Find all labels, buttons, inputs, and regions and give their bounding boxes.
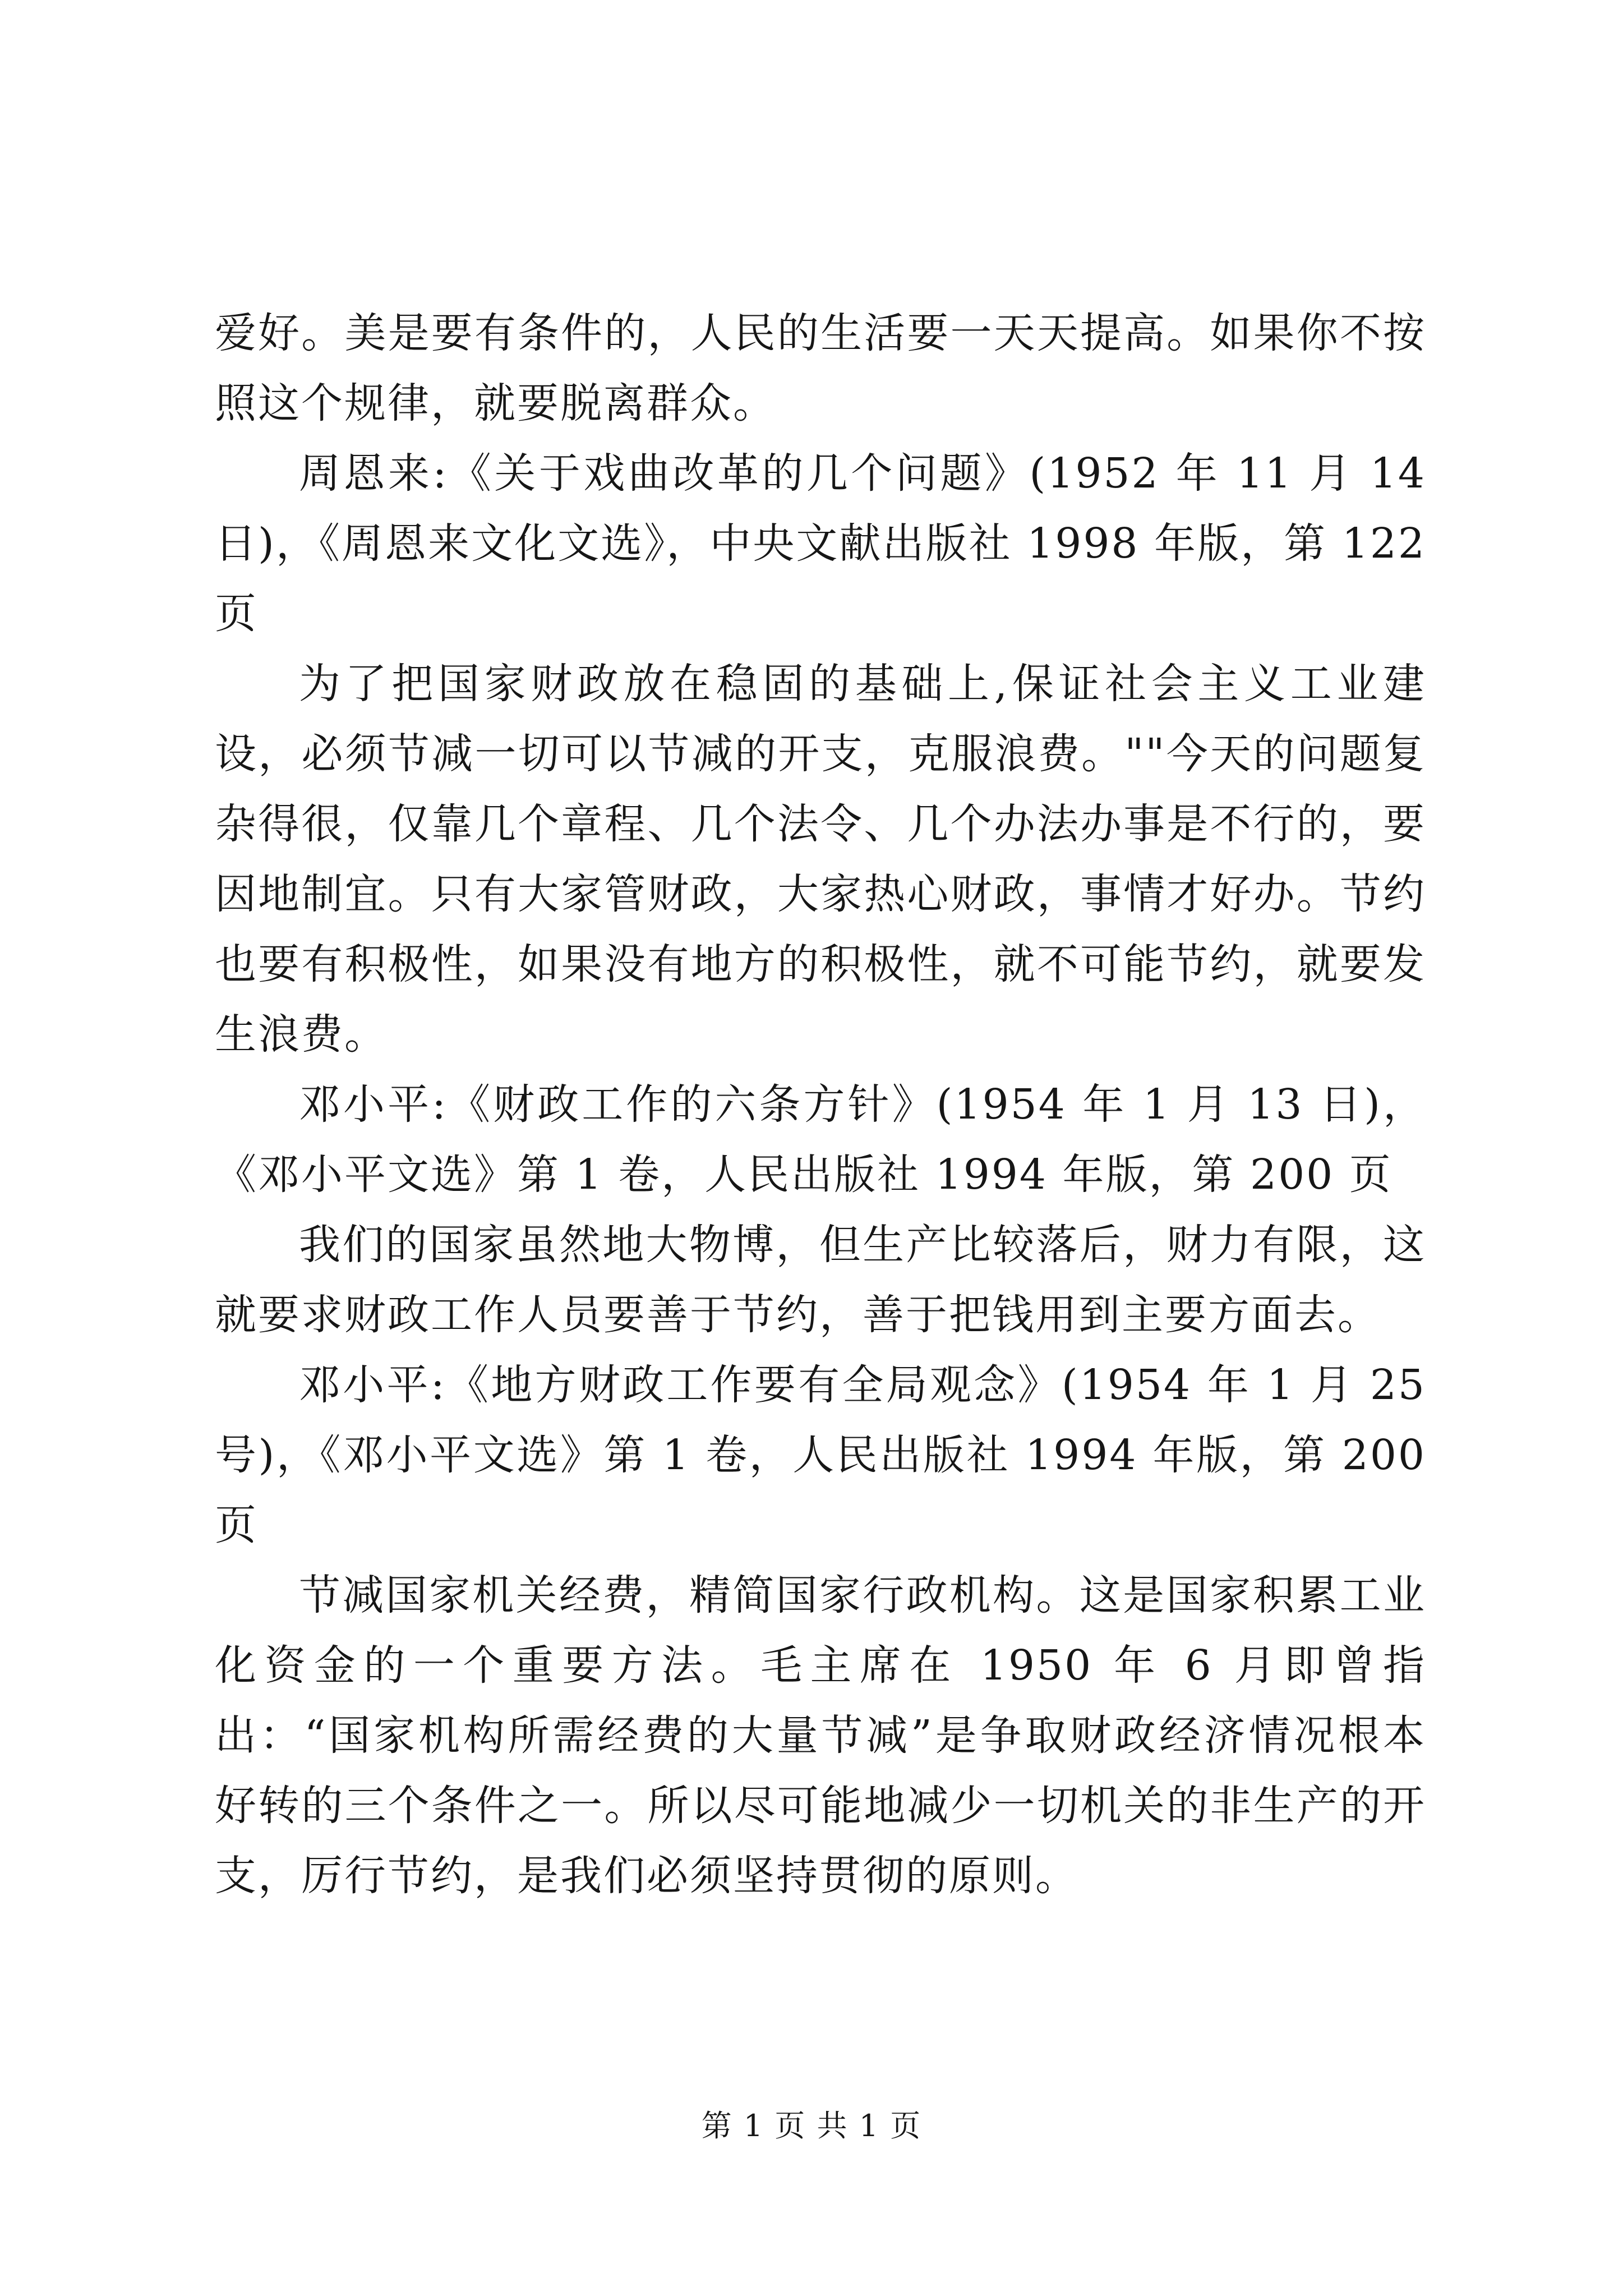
paragraph-fiscal-savings: 为了把国家财政放在稳固的基础上,保证社会主义工业建设，必须节减一切可以节减的开支，克服浪费。""今天的问题复杂得很，仅靠几个章程、几个法令、几个办法办事是不行的，要因地制宜。只有大家管财政，大家热心财政，事情才好办。节约也要有积极性，如果没有地方的积极性，就不可能节约，就要发生浪费。 (215, 660, 1426, 1059)
citation-deng-xiaoping-local-finance: 邓小平:《地方财政工作要有全局观念》(1954 年 1 月 25 号)，《邓小平文选》第 1 卷，人民出版社 1994 年版，第 200 页 (215, 1361, 1426, 1549)
paragraph-continuation: 爱好。美是要有条件的，人民的生活要一天天提高。如果你不按照这个规律，就要脱离群众。 (215, 309, 1426, 427)
page-footer: 第 1 页 共 1 页 (701, 2108, 922, 2143)
citation-deng-xiaoping-six-principles: 邓小平:《财政工作的六条方针》(1954 年 1 月 13 日)，《邓小平文选》第 1 卷，人民出版社 1994 年版，第 200 页 (215, 1080, 1426, 1199)
citation-zhou-enlai: 周恩来:《关于戏曲改革的几个问题》(1952 年 11 月 14 日)，《周恩来文化文选》，中央文献出版社 1998 年版，第 122 页 (215, 449, 1426, 638)
document-body (215, 298, 1426, 1911)
paragraph-limited-resources: 我们的国家虽然地大物博，但生产比较落后，财力有限，这就要求财政工作人员要善于节约，善于把钱用到主要方面去。 (215, 1221, 1426, 1339)
paragraph-reduce-agency-expenses: 节减国家机关经费，精简国家行政机构。这是国家积累工业化资金的一个重要方法。毛主席在 1950 年 6 月即曾指出：“国家机构所需经费的大量节减”是争取财政经济情况根本好转的三个条件之一。所以尽可能地减少一切机关的非生产的开支，厉行节约，是我们必须坚持贯彻的原则。 (215, 1571, 1426, 1900)
